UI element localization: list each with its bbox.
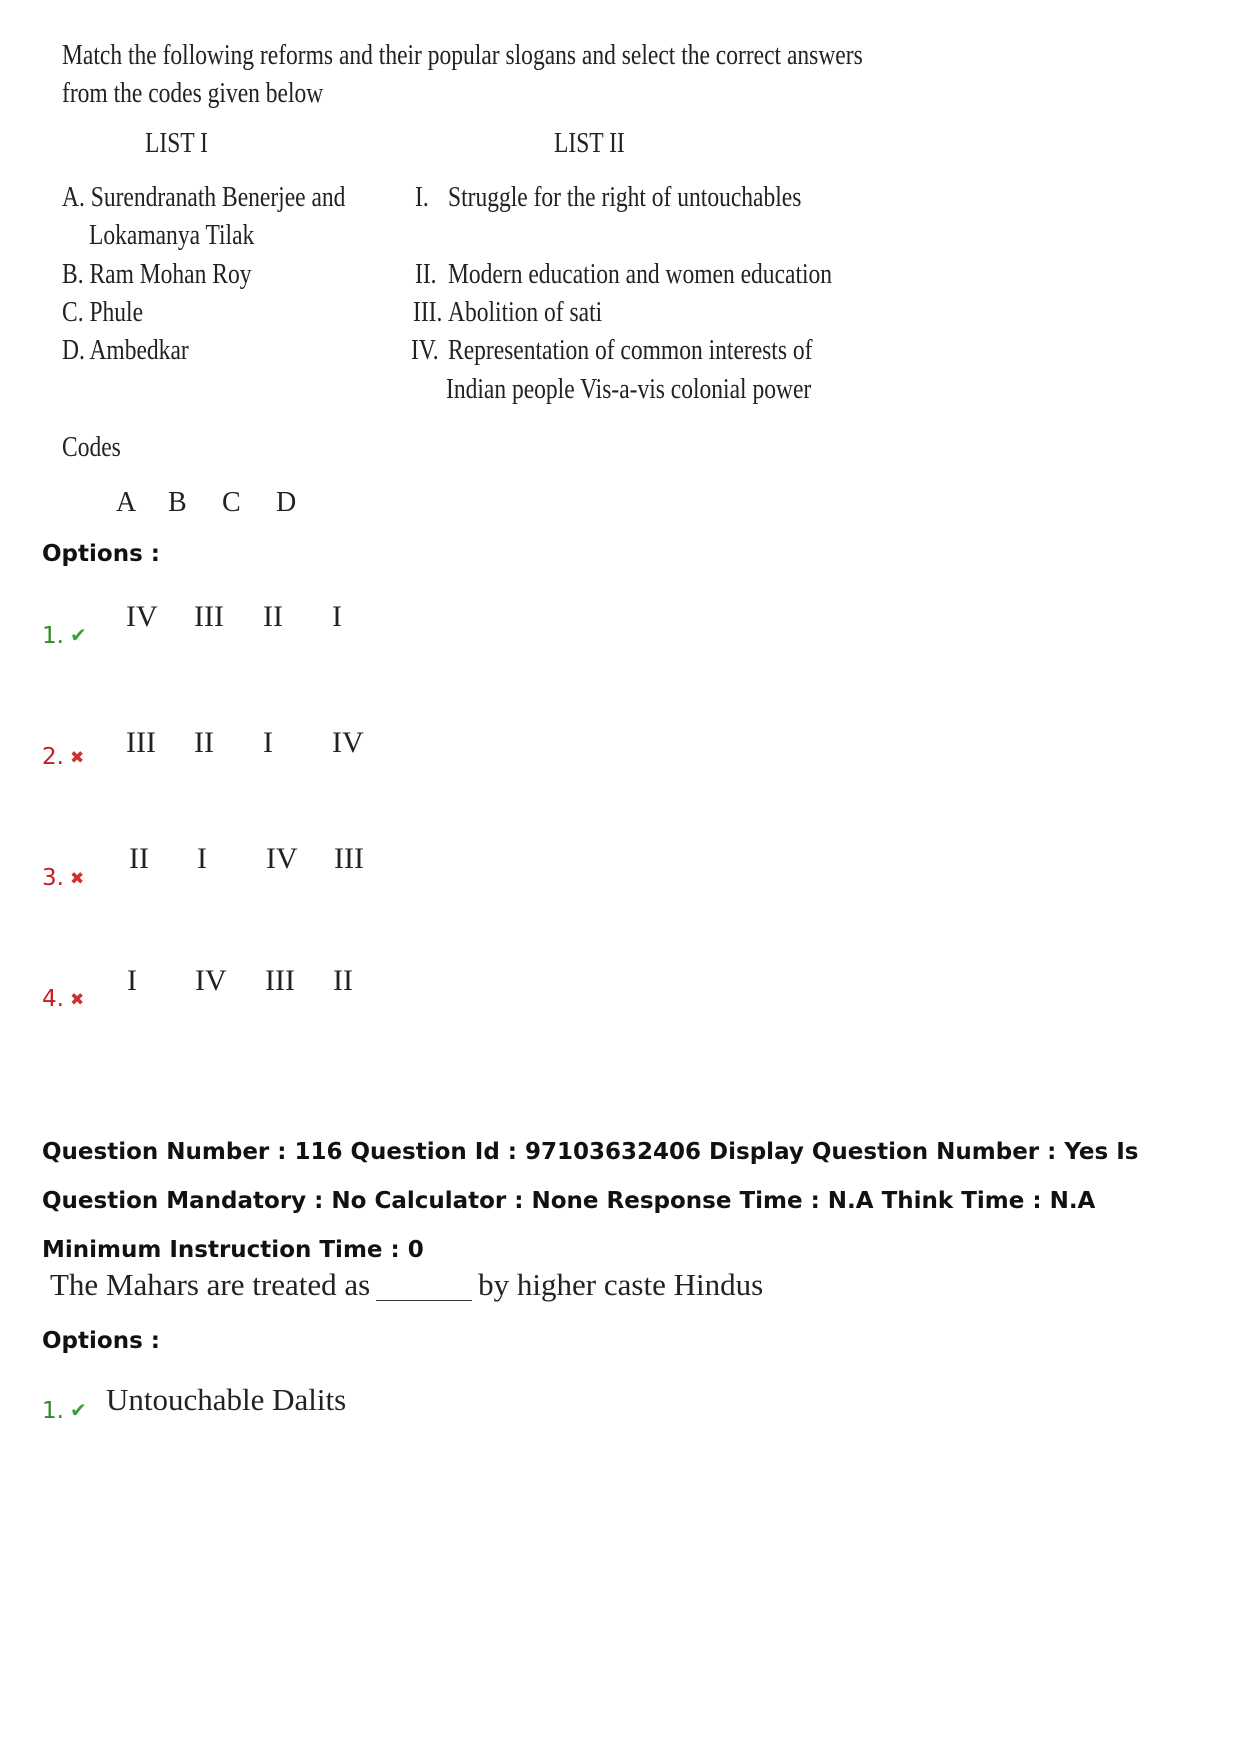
- option-number-text: 1.: [42, 1398, 64, 1424]
- list1-item-b: B. Ram Mohan Roy: [62, 259, 252, 290]
- option-1-number[interactable]: [42, 623, 87, 649]
- list2-item-1-num: I.: [415, 182, 429, 213]
- prompt-after-blank: by higher caste Hindus: [478, 1267, 764, 1302]
- option-3-value-b: I: [197, 842, 207, 875]
- option-4-number[interactable]: [42, 986, 84, 1012]
- list2-item-2-num: II.: [415, 259, 437, 290]
- q2-option-1-number[interactable]: [42, 1398, 87, 1424]
- option-3-value-c: IV: [266, 842, 298, 875]
- codes-label: Codes: [62, 432, 121, 463]
- question-prompt-line1: Match the following reforms and their popular slogans and select the correct answers: [62, 40, 863, 71]
- option-number-text: 3.: [42, 865, 64, 891]
- code-letter-a: A: [116, 487, 137, 518]
- list2-item-1: Struggle for the right of untouchables: [448, 182, 802, 213]
- list2-item-3-num: III.: [413, 297, 443, 328]
- option-1-value-d: I: [332, 600, 342, 633]
- option-2-value-b: II: [194, 726, 214, 759]
- prompt-before-blank: The Mahars are treated as: [50, 1267, 371, 1302]
- list2-item-4-num: IV.: [411, 335, 439, 366]
- list2-heading: LIST II: [554, 128, 625, 159]
- list2-item-4-cont: Indian people Vis-a-vis colonial power: [446, 374, 812, 405]
- list1-item-c: C. Phule: [62, 297, 144, 328]
- list1-item-a: A. Surendranath Benerjee and: [62, 182, 346, 213]
- list1-item-d: D. Ambedkar: [62, 335, 189, 366]
- option-number-text: 2.: [42, 744, 64, 770]
- question-meta: Question Number : 116 Question Id : 97103632406 Display Question Number : Yes Is Question Mandatory : No Calculator : None Response Time : N.A Think Time : N.A Minimum Instruction Time : 0: [42, 1139, 1139, 1263]
- option-3-number[interactable]: [42, 865, 84, 891]
- list2-item-3: Abolition of sati: [448, 297, 603, 328]
- options-label-q2: Options :: [42, 1328, 160, 1354]
- list2-item-2: Modern education and women education: [448, 259, 833, 290]
- question-prompt: [50, 1267, 763, 1303]
- list1-item-a-cont: Lokamanya Tilak: [89, 220, 255, 251]
- code-letter-c: C: [222, 487, 241, 518]
- option-1-value-c: II: [263, 600, 283, 633]
- code-letter-b: B: [168, 487, 187, 518]
- option-4-value-d: II: [333, 964, 353, 997]
- option-4-value-a: I: [127, 964, 137, 997]
- option-3-value-a: II: [129, 842, 149, 875]
- option-4-value-b: IV: [195, 964, 227, 997]
- option-2-value-c: I: [263, 726, 273, 759]
- option-2-number[interactable]: [42, 744, 84, 770]
- cross-icon: ✖: [69, 990, 85, 1010]
- option-1-value-a: IV: [126, 600, 158, 633]
- answer-blank: [376, 1276, 472, 1301]
- option-number-text: 1.: [42, 623, 64, 649]
- check-icon: ✔: [69, 623, 87, 647]
- option-2-value-d: IV: [332, 726, 364, 759]
- option-number-text: 4.: [42, 986, 64, 1012]
- option-4-value-c: III: [265, 964, 295, 997]
- list2-item-4: Representation of common interests of: [448, 335, 813, 366]
- question-prompt-line2: from the codes given below: [62, 78, 324, 109]
- cross-icon: ✖: [69, 869, 85, 889]
- option-1-value-b: III: [194, 600, 224, 633]
- q2-option-1-text: Untouchable Dalits: [106, 1382, 347, 1417]
- list1-heading: LIST I: [145, 128, 208, 159]
- code-letter-d: D: [276, 487, 297, 518]
- option-3-value-d: III: [334, 842, 364, 875]
- cross-icon: ✖: [69, 748, 85, 768]
- check-icon: ✔: [69, 1398, 87, 1422]
- option-2-value-a: III: [126, 726, 156, 759]
- options-label-q1: Options :: [42, 541, 160, 567]
